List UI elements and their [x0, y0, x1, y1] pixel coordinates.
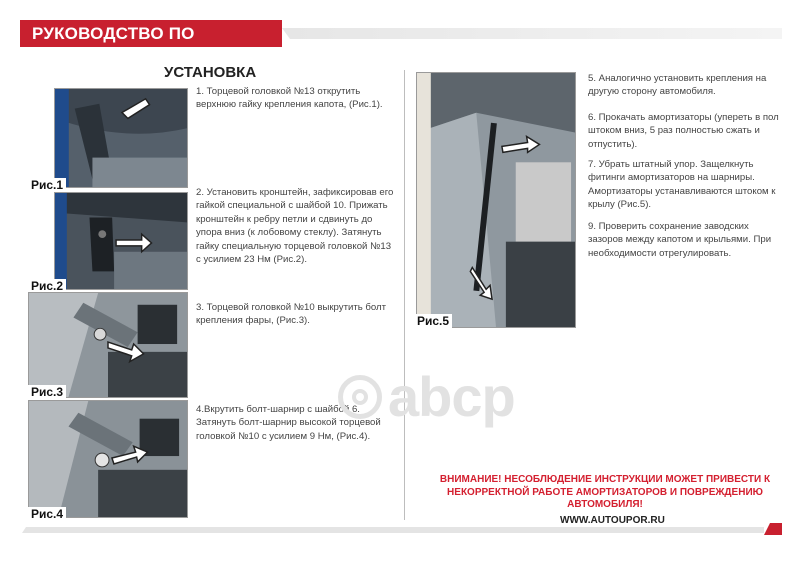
footer-url: WWW.AUTOUPOR.RU: [560, 515, 665, 526]
figure-4-label: Рис.4: [28, 507, 66, 521]
column-divider: [404, 70, 405, 520]
step-1-text: 1. Торцевой головкой №13 открутить верхнюю гайку крепления капота, (Рис.1).: [196, 86, 383, 111]
footer-accent: [764, 523, 782, 535]
step-4-text: 4.Вкрутить болт-шарнир с шайбой 6. Затянуть болт-шарнир высокой торцевой головкой №10 с усилием 9 Нм, (Рис.4).: [196, 404, 381, 442]
figure-5-label: Рис.5: [414, 314, 452, 328]
step-5-text: 5. Аналогично установить крепления на другую сторону автомобиля.: [588, 73, 767, 98]
header-stripe: [282, 28, 782, 39]
figure-1-photo: [54, 88, 188, 188]
page-header-title: РУКОВОДСТВО ПО УСТАНОВКЕ: [20, 20, 282, 47]
step-9-text: 9. Проверить сохранение заводских зазоров между капотом и крыльями. При необходимости отрегулировать.: [588, 221, 772, 259]
figure-3-label: Рис.3: [28, 385, 66, 399]
figure-2-photo: [54, 192, 188, 290]
figure-1-label: Рис.1: [28, 178, 66, 192]
watermark-logo-icon: [338, 375, 382, 419]
step-3-text: 3. Торцевой головкой №10 выкрутить болт крепления фары, (Рис.3).: [196, 302, 387, 327]
warning-text: ВНИМАНИЕ! НЕСОБЛЮДЕНИЕ ИНСТРУКЦИИ МОЖЕТ ПРИВЕСТИ К НЕКОРРЕКТНОЙ РАБОТЕ АМОРТИЗАТОРОВ И ПОВРЕЖДЕНИЮ АВТОМОБИЛЯ!: [439, 474, 771, 510]
step-6-text: 6. Прокачать амортизаторы (упереть в пол штоком вниз, 5 раз полностью сжать и отпустить).: [588, 112, 779, 150]
figure-2-label: Рис.2: [28, 279, 66, 293]
figure-3-photo: [28, 292, 188, 398]
figure-4-photo: [28, 400, 188, 518]
watermark: [338, 364, 515, 429]
section-title: УСТАНОВКА: [164, 64, 257, 81]
watermark-text: abcp: [388, 365, 515, 428]
figure-5-photo: [416, 72, 576, 328]
step-2-text: 2. Установить кронштейн, зафиксировав его гайкой специальной с шайбой 10. Прижать кронштейн к ребру петли и сдвинуть до упора вниз (к лобовому стеклу). Затянуть гайку специальную торцевой головкой №13 с усилием 23 Нм (Рис.2).: [196, 187, 394, 266]
footer-line: [22, 527, 764, 533]
step-7-text: 7. Убрать штатный упор. Защелкнуть фитинги амортизаторов на шарниры. Амортизаторы устанавливаются штоком к крылу (Рис.5).: [588, 159, 776, 211]
